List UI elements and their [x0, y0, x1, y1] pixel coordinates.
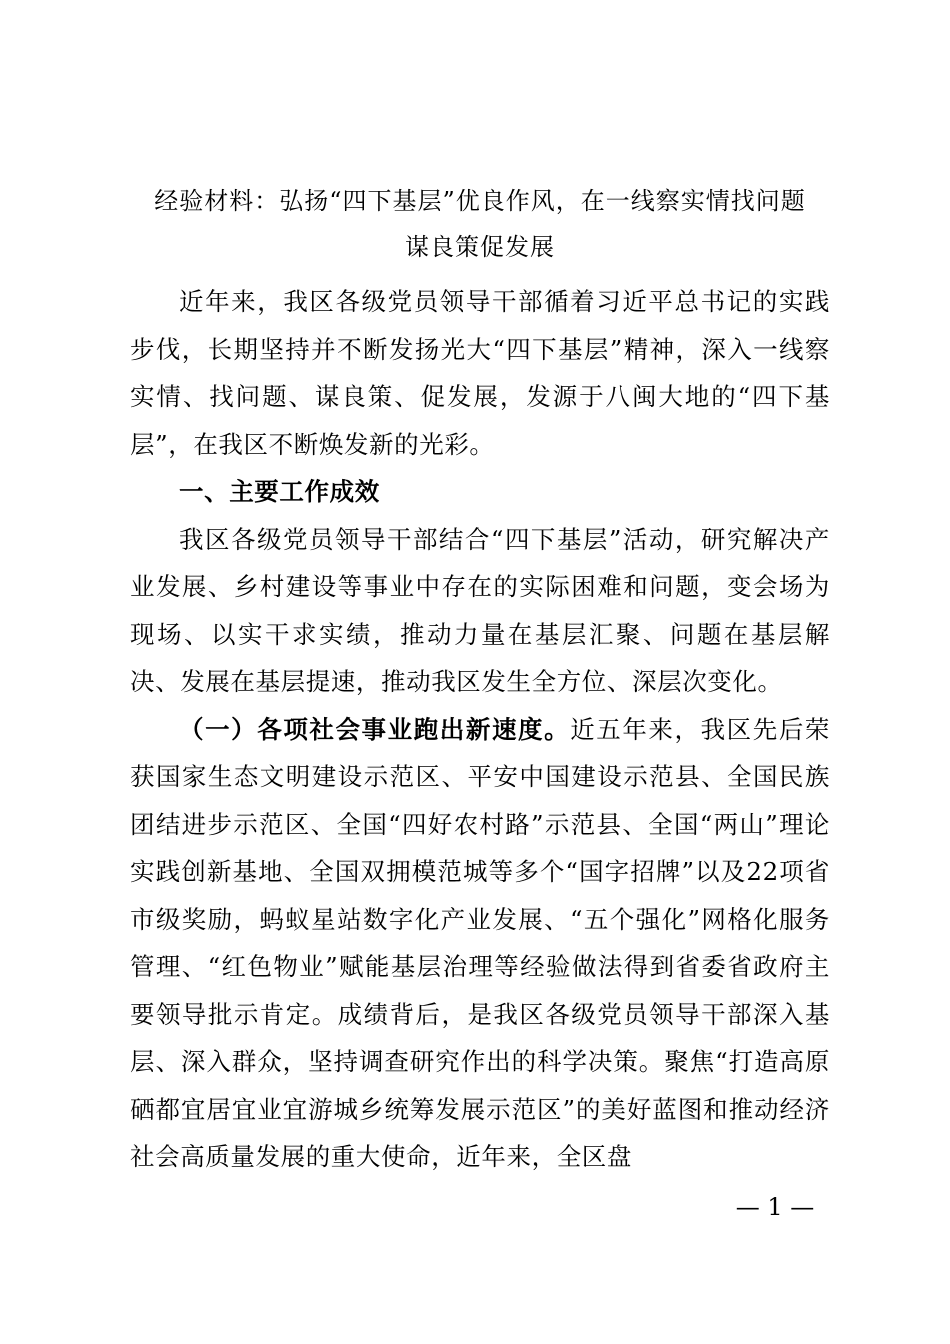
- document-title: [130, 178, 830, 270]
- subsection-lead: （一）各项社会事业跑出新速度。: [179, 714, 571, 744]
- subsection-paragraph: [130, 706, 830, 1181]
- subsection-text: 近五年来，我区先后荣获国家生态文明建设示范区、平安中国建设示范县、全国民族团结进步示范区、全国“四好农村路”示范县、全国“两山”理论实践创新基地、全国双拥模范城等多个“国字招牌”以及22项省市级奖励，蚂蚁星站数字化产业发展、“五个强化”网格化服务管理、“红色物业”赋能基层治理等经验做法得到省委省政府主要领导批示肯定。成绩背后，是我区各级党员领导干部深入基层、深入群众，坚持调查研究作出的科学决策。聚焦“打造高原硒都宜居宜业宜游城乡统筹发展示范区”的美好蓝图和推动经济社会高质量发展的重大使命，近年来，全区盘: [130, 714, 830, 1171]
- title-line-2: 谋良策促发展: [405, 233, 555, 261]
- section-heading: 一、主要工作成效: [179, 477, 380, 506]
- title-line-1: 经验材料：弘扬“四下基层”优良作风，在一线察实情找问题: [154, 187, 806, 215]
- page-number: — 1 —: [735, 1193, 815, 1221]
- intro-paragraph: 近年来，我区各级党员领导干部循着习近平总书记的实践步伐，长期坚持并不断发扬光大“四下基层”精神，深入一线察实情、找问题、谋良策、促发展，发源于八闽大地的“四下基层”，在我区不断焕发新的光彩。: [130, 287, 830, 459]
- section-paragraph: 我区各级党员领导干部结合“四下基层”活动，研究解决产业发展、乡村建设等事业中存在的实际困难和问题，变会场为现场、以实干求实绩，推动力量在基层汇聚、问题在基层解决、发展在基层提速，推动我区发生全方位、深层次变化。: [130, 524, 830, 696]
- document-body: [130, 278, 830, 1181]
